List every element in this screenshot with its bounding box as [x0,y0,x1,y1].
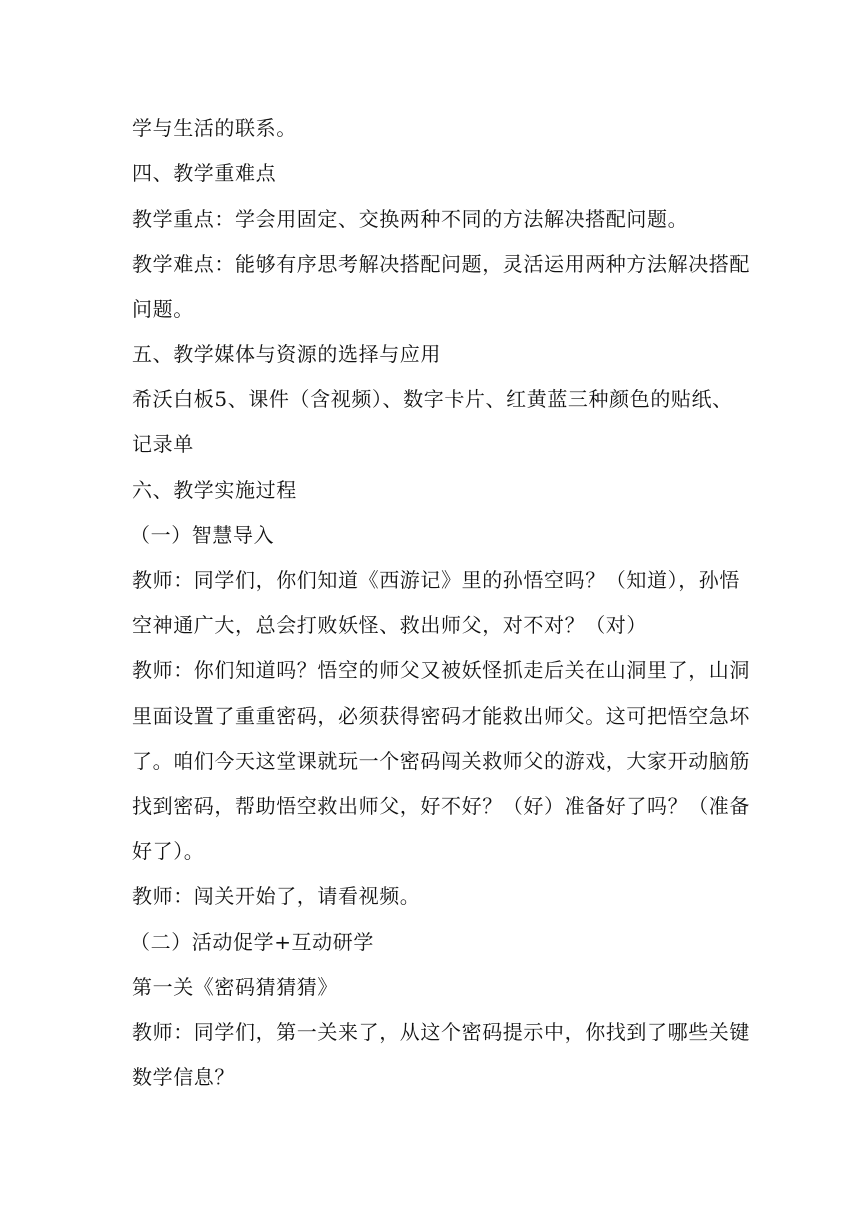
text-line: 希沃白板5、课件（含视频）、数字卡片、红黄蓝三种颜色的贴纸、 [132,387,733,411]
text-line: 教师：闯关开始了，请看视频。 [132,884,421,908]
text-line: 了。咱们今天这堂课就玩一个密码闯关救师父的游戏，大家开动脑筋 [132,749,750,773]
subsection-heading: （二）活动促学+互动研学 [130,930,374,954]
text-line: 教师：同学们，第一关来了，从这个密码提示中，你找到了哪些关键 [132,1020,750,1044]
subsection-heading: （一）智慧导入 [130,523,275,547]
text-line: 教学难点：能够有序思考解决搭配问题，灵活运用两种方法解决搭配 [132,252,750,276]
text-line: 学与生活的联系。 [132,116,297,140]
section-heading: 六、教学实施过程 [132,478,297,502]
text-line: 找到密码，帮助悟空救出师父，好不好？（好）准备好了吗？（准备 [132,794,750,818]
text-line: 教学重点：学会用固定、交换两种不同的方法解决搭配问题。 [132,207,689,231]
text-line: 里面设置了重重密码，必须获得密码才能救出师父。这可把悟空急坏 [132,704,750,728]
text-line: 数学信息？ [132,1065,235,1089]
text-line: 第一关《密码猜猜猜》 [132,975,338,999]
text-line: 教师：同学们，你们知道《西游记》里的孙悟空吗？（知道），孙悟 [132,568,740,592]
text-line: 好了）。 [132,839,205,863]
text-line: 问题。 [132,297,194,321]
text-line: 记录单 [132,432,194,456]
text-line: 空神通广大，总会打败妖怪、救出师父，对不对？（对） [132,613,647,637]
section-heading: 五、教学媒体与资源的选择与应用 [132,342,441,366]
text-line: 教师：你们知道吗？悟空的师父又被妖怪抓走后关在山洞里了，山洞 [132,658,750,682]
section-heading: 四、教学重难点 [132,161,277,185]
